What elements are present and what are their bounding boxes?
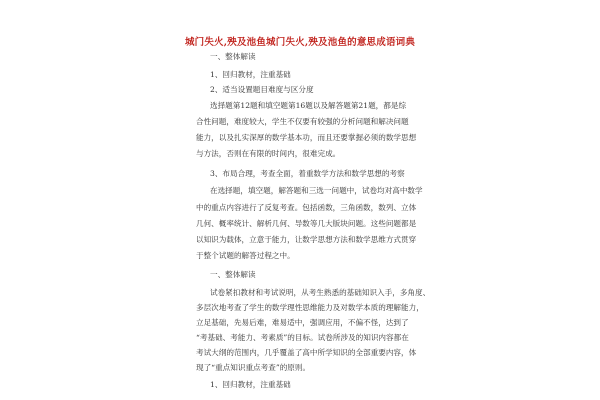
paragraph-line: 试卷紧扣教材和考试说明，从考生熟悉的基础知识入手，多角度、	[210, 288, 431, 297]
paragraph-line: 立足基础，先易后难，难易适中，强调应用，不偏不怪，达到了	[196, 318, 409, 327]
list-item: 1、回归教材，注重基础	[210, 380, 291, 389]
paragraph-line: 多层次地考查了学生的数学理性思维能力及对数学本质的理解能力，	[196, 303, 424, 312]
document-title: 城门失火,殃及池鱼城门失火,殃及池鱼的意思成语词典	[184, 37, 416, 48]
section-heading: 一、整体解读	[210, 270, 256, 279]
paragraph-line: 选择题第12题和填空题第16题以及解答题第21题，都是综	[210, 101, 407, 110]
paragraph-line: 与方法，否则在有限的时间内，很难完成。	[196, 149, 341, 158]
section-heading: 一、整体解读	[210, 52, 256, 61]
paragraph-line: 考试大纲的范围内，几乎覆盖了高中所学知识的全部重要内容，体	[196, 348, 417, 357]
paragraph-line: 中的重点内容进行了反复考查。包括函数，三角函数，数列、立体	[196, 203, 417, 212]
list-item: 2、适当设置题目难度与区分度	[210, 85, 314, 94]
paragraph-line: 几何、概率统计、解析几何、导数等几大版块问题。这些问题都是	[196, 219, 417, 228]
paragraph-line: 于整个试题的解答过程之中。	[196, 251, 295, 260]
paragraph-line: 现了“重点知识重点考查”的原则。	[196, 363, 311, 372]
paragraph-line: 能力，以及扎实深厚的数学基本功，而且还要掌握必须的数学思想	[196, 133, 417, 142]
paragraph-line: 以知识为载体，立意于能力，让数学思想方法和数学思维方式贯穿	[196, 235, 417, 244]
list-item: 3、布局合理，考查全面，着重数学方法和数学思想的考察	[210, 169, 405, 178]
paragraph-line: 在选择题，填空题，解答题和三选一问题中，试卷均对高中数学	[210, 186, 423, 195]
paragraph-line: 合性问题，难度较大，学生不仅要有较强的分析问题和解决问题	[196, 117, 409, 126]
list-item: 1、回归教材，注重基础	[210, 70, 291, 79]
paragraph-line: “考基础、考能力、考素质”的目标。试卷所涉及的知识内容都在	[196, 333, 409, 342]
